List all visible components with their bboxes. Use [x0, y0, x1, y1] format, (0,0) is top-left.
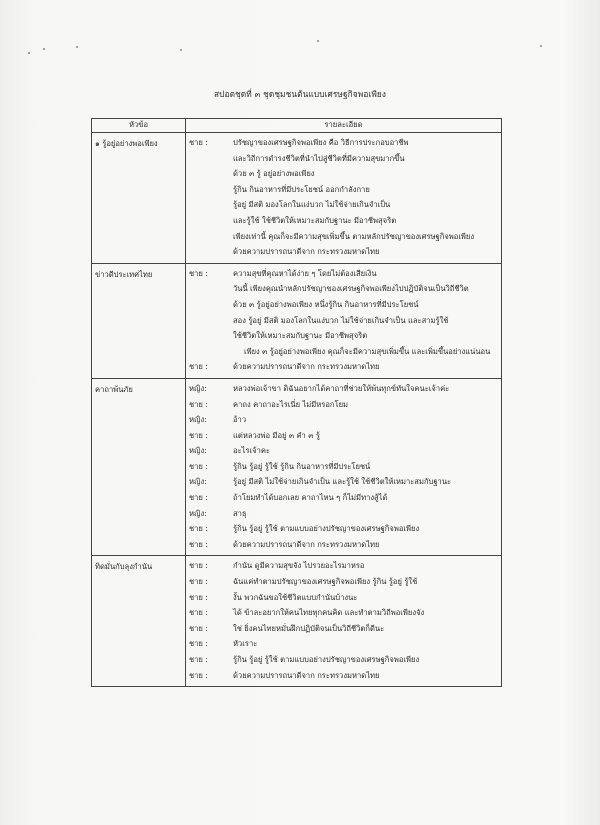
table-row	[92, 556, 502, 687]
table-row	[92, 133, 502, 264]
line-text: อ้าว	[233, 415, 247, 425]
table-header-row	[92, 119, 502, 133]
line-text: งั้น พวกฉันขอใช้ชีวิตแบบกำนันบ้างนะ	[233, 592, 358, 602]
document-title: สปอตชุดที่ ๓ ชุดชุมชนต้นแบบเศรษฐกิจพอเพียง	[213, 89, 387, 99]
speaker-label: ชาย :	[189, 362, 208, 372]
line-text: ด้วยความปรารถนาดีจาก กระทรวงมหาดไทย	[233, 247, 380, 257]
topic-label: ๑ รู้อยู่อย่างพอเพียง	[95, 139, 158, 148]
scan-speck	[317, 40, 319, 42]
topic-cell	[92, 556, 186, 687]
script-line	[189, 621, 501, 637]
speaker-label: ชาย :	[189, 639, 208, 649]
line-text: ด้วย ๓ รู้อยู่อย่างพอเพียง หนึ่งรู้กิน กินอาหารที่มีประโยชน์	[233, 299, 419, 309]
line-text: รู้อยู่ มีสติ ไม่ใช้จ่ายเกินจำเป็น และรู้ใช้ ใช้ชีวิตให้เหมาะสมกับฐานะ	[233, 477, 452, 487]
line-text: หัวเราะ	[233, 639, 258, 649]
speaker-label: ชาย :	[189, 623, 208, 633]
script-line	[189, 344, 501, 360]
speaker-label: ชาย :	[189, 561, 208, 571]
script-line	[189, 328, 501, 344]
speaker-label: ชาย :	[189, 539, 208, 549]
column-header-details: รายละเอียด	[186, 119, 502, 133]
speaker-label: ชาย :	[189, 577, 208, 587]
script-line	[189, 266, 501, 282]
line-text: อะไรเจ้าคะ	[233, 446, 271, 456]
line-text: ด้วยความปรารถนาดีจาก กระทรวงมหาดไทย	[233, 670, 380, 680]
script-line	[189, 636, 501, 652]
details-cell	[186, 378, 502, 556]
column-header-topic: หัวข้อ	[92, 119, 186, 133]
topic-label: ข่าวดีประเทศไทย	[95, 269, 153, 279]
line-text: ด้วยความปรารถนาดีจาก กระทรวงมหาดไทย	[233, 539, 380, 549]
line-text: และวิถีการดำรงชีวิตที่นำไปสู่ชีวิตที่มีความสุขมากขึ้น	[233, 153, 405, 163]
speaker-label: ชาย :	[189, 138, 208, 147]
script-table	[91, 118, 502, 687]
script-line	[189, 281, 501, 297]
scan-speck	[540, 45, 542, 47]
scan-speck	[28, 52, 30, 54]
script-line	[189, 443, 501, 459]
table-row	[92, 263, 502, 378]
script-line	[189, 359, 501, 375]
script-line	[189, 574, 501, 590]
script-line	[189, 313, 501, 329]
script-line	[189, 590, 501, 606]
speaker-label: ชาย :	[189, 430, 208, 440]
line-text: กำนัน ดูมีความสุขจัง ไปรวยอะไรมาหรอ	[233, 561, 365, 571]
scan-speck	[180, 49, 182, 51]
line-text: ด้วย ๓ รู้ อยู่อย่างพอเพียง	[233, 169, 315, 179]
line-text: ถ้าโยมทำได้บอกเลย คาถาไหน ๆ ก็ไม่มีทางสู้ได้	[233, 493, 388, 503]
line-text: เพียง ๓ รู้อยู่อย่างพอเพียง คุณก็จะมีความสุขเพิ่มขึ้น และเพิ่มขึ้นอย่างแน่นอน	[244, 346, 491, 356]
line-text: รู้อยู่ มีสติ มองโลกในแง่บวก ไม่ใช้จ่ายเกินจำเป็น	[233, 200, 391, 210]
script-line	[189, 558, 501, 574]
speaker-label: หญิง:	[189, 477, 207, 487]
line-text: เพียงเท่านี้ คุณก็จะมีความสุขเพิ่มขึ้น ตามหลักปรัชญาของเศรษฐกิจพอเพียง	[233, 231, 475, 241]
speaker-label: ชาย :	[189, 670, 208, 680]
script-line	[189, 490, 501, 506]
script-line	[189, 412, 501, 428]
speaker-label: หญิง:	[189, 446, 207, 456]
script-line	[189, 229, 501, 245]
line-text: รู้กิน รู้อยู่ รู้ใช้ ตามแบบอย่างปรัชญาของเศรษฐกิจพอเพียง	[233, 655, 420, 664]
line-text: ความสุขที่คุณหาได้ง่าย ๆ โดยไม่ต้องเสียเงิน	[233, 268, 377, 278]
line-text: ด้วยความปรารถนาดีจาก กระทรวงมหาดไทย	[233, 362, 380, 372]
topic-cell	[92, 378, 186, 556]
line-text: รู้กิน กินอาหารที่มีประโยชน์ ออกกำลังกาย	[233, 184, 370, 194]
line-text: ปรัชญาของเศรษฐกิจพอเพียง คือ วิธีการประกอบอาชีพ	[233, 138, 409, 147]
speaker-label: ชาย :	[189, 592, 208, 602]
scan-speck	[76, 46, 78, 48]
speaker-label: ชาย :	[189, 524, 208, 534]
line-text: แต่หลวงพ่อ มีอยู่ ๓ คำ ๓ รู้	[233, 430, 320, 440]
line-text: ได้ ข้าละอยากให้คนไทยทุกคนคิด และทำตามวิถีพอเพียงจัง	[233, 608, 425, 618]
script-line	[189, 428, 501, 444]
line-text: รู้กิน รู้อยู่ รู้ใช้ รู้กิน กินอาหารที่มีประโยชน์	[233, 461, 371, 471]
scan-speck	[43, 48, 45, 50]
details-cell	[186, 556, 502, 687]
topic-cell	[92, 263, 186, 378]
line-text: คาถง คาถาอะไรเนี่ย ไม่มีหรอกโยม	[233, 399, 349, 409]
script-line	[189, 506, 501, 522]
speaker-label: ชาย :	[189, 268, 208, 278]
script-line	[189, 182, 501, 198]
script-line	[189, 668, 501, 684]
line-text: ฉันแค่ทำตามปรัชญาของเศรษฐกิจพอเพียง รู้กิน รู้อยู่ รู้ใช้	[233, 577, 418, 587]
speaker-label: ชาย :	[189, 608, 208, 618]
details-cell	[186, 263, 502, 378]
table-row	[92, 378, 502, 556]
line-text: ใช่ ยิ่งคนไทยหมั่นฝึกปฏิบัติจนเป็นวิถีชีวิตก็ดีนะ	[233, 623, 385, 633]
speaker-label: ชาย :	[189, 461, 208, 471]
line-text: ใช้ชีวิตให้เหมาะสมกับฐานะ มีอาชีพสุจริต	[233, 331, 368, 341]
script-line	[189, 166, 501, 182]
speaker-label: ชาย :	[189, 399, 208, 409]
script-line	[189, 213, 501, 229]
topic-label: คาถาพ้นภัย	[95, 384, 133, 394]
line-text: หลวงพ่อเจ้าขา ดิฉันอยากได้คาถาที่ช่วยให้พ้นทุกข์ทันใจคนะเจ้าค่ะ	[233, 383, 450, 393]
speaker-label: หญิง:	[189, 415, 207, 425]
script-line	[189, 381, 501, 397]
line-text: วันนี้ เพียงคุณนำหลักปรัชญาของเศรษฐกิจพอเพียงไปปฏิบัติจนเป็นวิถีชีวิต	[233, 284, 469, 294]
details-cell	[186, 133, 502, 264]
script-line	[189, 197, 501, 213]
script-line	[189, 244, 501, 260]
speaker-label: หญิง:	[189, 383, 207, 393]
script-line	[189, 135, 501, 151]
line-text: รู้กิน รู้อยู่ รู้ใช้ ตามแบบอย่างปรัชญาของเศรษฐกิจพอเพียง	[233, 524, 420, 534]
line-text: และรู้ใช้ ใช้ชีวิตให้เหมาะสมกับฐานะ มีอาชีพสุจริต	[233, 215, 397, 225]
speaker-label: ชาย :	[189, 655, 208, 664]
topic-label: ทิดมั่นกับลุงกำนัน	[95, 562, 153, 572]
script-line	[189, 459, 501, 475]
topic-cell	[92, 133, 186, 264]
script-line	[189, 397, 501, 413]
script-line	[189, 297, 501, 313]
script-line	[189, 605, 501, 621]
line-text: สอง รู้อยู่ มีสติ มองโลกในแง่บวก ไม่ใช้จ่ายเกินจำเป็น และสามรู้ใช้	[233, 315, 449, 325]
script-line	[189, 652, 501, 668]
line-text: สาธุ	[233, 508, 247, 518]
script-line	[189, 474, 501, 490]
speaker-label: หญิง:	[189, 508, 207, 518]
script-line	[189, 537, 501, 553]
speaker-label: ชาย :	[189, 493, 208, 503]
script-line	[189, 521, 501, 537]
script-line	[189, 151, 501, 167]
